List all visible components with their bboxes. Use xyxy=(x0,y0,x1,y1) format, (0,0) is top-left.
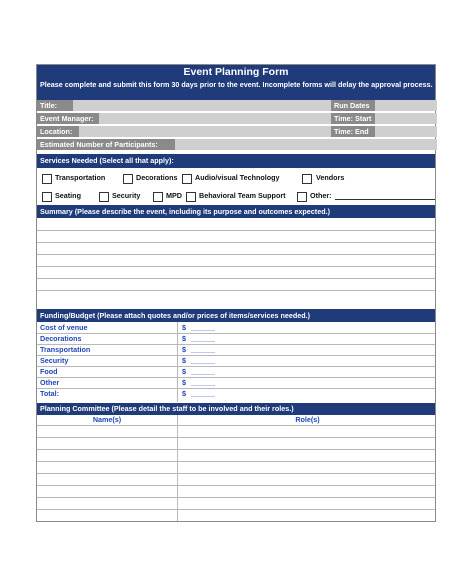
time-end-field[interactable] xyxy=(375,126,437,137)
committee-header: Planning Committee (Please detail the staff to be involved and their roles.) xyxy=(37,403,435,415)
participants-field[interactable] xyxy=(175,139,437,150)
title-field[interactable] xyxy=(73,100,331,111)
funding-total-label: Total: xyxy=(40,389,60,398)
amount-prefix: $ xyxy=(182,345,186,354)
funding-item: Decorations xyxy=(40,334,82,343)
behavioral-team-checkbox[interactable] xyxy=(186,192,196,202)
committee-row-line xyxy=(37,425,435,426)
form-title: Event Planning Form xyxy=(37,65,435,79)
vendors-checkbox[interactable] xyxy=(302,174,312,184)
amount-prefix: $ xyxy=(182,356,186,365)
summary-line xyxy=(37,278,435,279)
amount-blank[interactable]: ______ xyxy=(191,323,215,332)
seating-label: Seating xyxy=(55,191,81,200)
committee-row-line xyxy=(37,473,435,474)
funding-row-line xyxy=(37,366,435,367)
amount-blank[interactable]: ______ xyxy=(191,356,215,365)
funding-item: Transportation xyxy=(40,345,91,354)
av-technology-label: Audio/visual Technology xyxy=(195,173,280,182)
amount-blank[interactable]: ______ xyxy=(191,345,215,354)
amount-prefix: $ xyxy=(182,323,186,332)
form-instructions: Please complete and submit this form 30 days prior to the event. Incomplete forms will delay the approval process. xyxy=(37,79,435,100)
run-dates-label: Run Dates xyxy=(331,100,375,111)
funding-item: Food xyxy=(40,367,58,376)
seating-checkbox[interactable] xyxy=(42,192,52,202)
time-start-field[interactable] xyxy=(375,113,437,124)
committee-row-line xyxy=(37,437,435,438)
col-roles-header: Role(s) xyxy=(295,415,320,424)
summary-line xyxy=(37,254,435,255)
other-service-blank[interactable] xyxy=(335,199,435,200)
other-service-checkbox[interactable] xyxy=(297,192,307,202)
committee-divider xyxy=(177,415,178,521)
funding-item: Security xyxy=(40,356,69,365)
amount-blank[interactable]: ______ xyxy=(191,378,215,387)
amount-blank[interactable]: ______ xyxy=(191,389,215,398)
run-dates-field[interactable] xyxy=(375,100,437,111)
amount-prefix: $ xyxy=(182,334,186,343)
security-label: Security xyxy=(112,191,141,200)
amount-prefix: $ xyxy=(182,389,186,398)
funding-row-line xyxy=(37,344,435,345)
amount-prefix: $ xyxy=(182,367,186,376)
funding-row-line xyxy=(37,333,435,334)
summary-line xyxy=(37,242,435,243)
security-checkbox[interactable] xyxy=(99,192,109,202)
amount-blank[interactable]: ______ xyxy=(191,367,215,376)
time-end-label: Time: End xyxy=(331,126,375,137)
summary-line xyxy=(37,230,435,231)
amount-prefix: $ xyxy=(182,378,186,387)
decorations-label: Decorations xyxy=(136,173,178,182)
transportation-checkbox[interactable] xyxy=(42,174,52,184)
funding-header: Funding/Budget (Please attach quotes and/or prices of items/services needed.) xyxy=(37,309,435,322)
other-service-label: Other: xyxy=(310,191,332,200)
behavioral-team-label: Behavioral Team Support xyxy=(199,191,286,200)
location-field[interactable] xyxy=(79,126,331,137)
amount-blank[interactable]: ______ xyxy=(191,334,215,343)
event-manager-label: Event Manager: xyxy=(37,113,99,124)
vendors-label: Vendors xyxy=(316,173,345,182)
col-names-header: Name(s) xyxy=(92,415,122,424)
committee-row-line xyxy=(37,509,435,510)
participants-label: Estimated Number of Participants: xyxy=(37,139,175,150)
mpd-checkbox[interactable] xyxy=(153,192,163,202)
committee-table xyxy=(37,415,435,521)
summary-line xyxy=(37,290,435,291)
funding-row-line xyxy=(37,355,435,356)
title-label: Title: xyxy=(37,100,73,111)
funding-divider xyxy=(177,322,178,402)
committee-row-line xyxy=(37,497,435,498)
summary-line xyxy=(37,266,435,267)
funding-row-line xyxy=(37,388,435,389)
funding-item: Other xyxy=(40,378,60,387)
committee-row-line xyxy=(37,449,435,450)
summary-header: Summary (Please describe the event, including its purpose and outcomes expected.) xyxy=(37,205,435,218)
funding-table xyxy=(37,322,435,402)
transportation-label: Transportation xyxy=(55,173,106,182)
decorations-checkbox[interactable] xyxy=(123,174,133,184)
av-technology-checkbox[interactable] xyxy=(182,174,192,184)
mpd-label: MPD xyxy=(166,191,182,200)
services-header: Services Needed (Select all that apply): xyxy=(37,154,435,168)
location-label: Location: xyxy=(37,126,79,137)
funding-row-line xyxy=(37,377,435,378)
summary-area[interactable] xyxy=(37,218,435,308)
time-start-label: Time: Start xyxy=(331,113,375,124)
committee-row-line xyxy=(37,485,435,486)
committee-row-line xyxy=(37,461,435,462)
event-manager-field[interactable] xyxy=(99,113,331,124)
event-planning-form xyxy=(36,64,436,522)
funding-item: Cost of venue xyxy=(40,323,88,332)
